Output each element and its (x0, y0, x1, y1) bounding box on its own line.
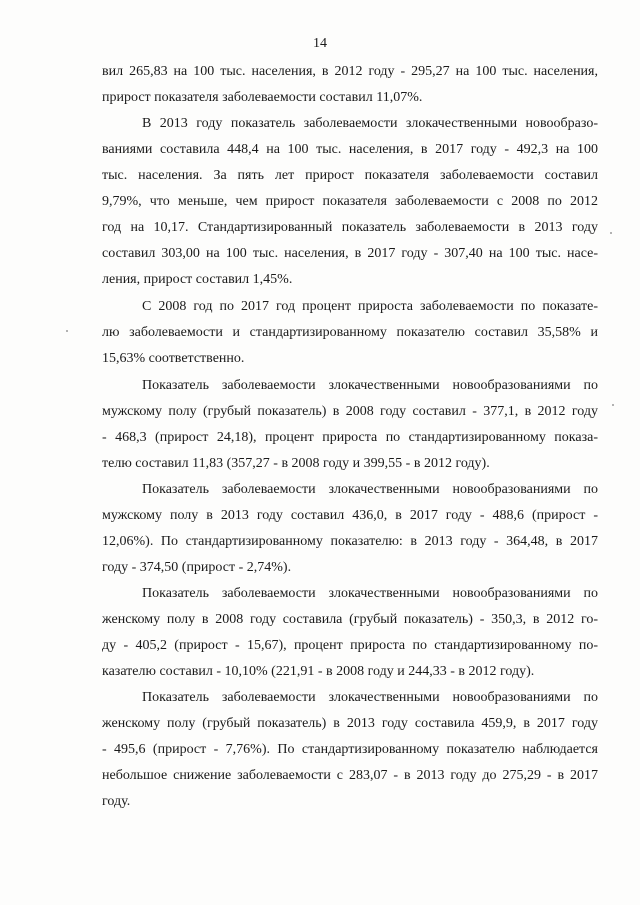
paragraph-2-line-1: В 2013 году показатель заболеваемости злокачественными новообразо- (142, 116, 598, 131)
paragraph-7-line-2: женскому полу (грубый показатель) в 2013 году составила 459,9, в 2017 году (102, 716, 598, 731)
paragraph-1-line-1: вил 265,83 на 100 тыс. населения, в 2012 году - 295,27 на 100 тыс. населения, (102, 64, 598, 79)
paragraph-7-line-4: небольшое снижение заболеваемости с 283,07 - в 2013 году до 275,29 - в 2017 (102, 768, 598, 783)
paragraph-6-line-1: Показатель заболеваемости злокачественными новообразованиями по (142, 586, 598, 601)
paragraph-7-line-3: - 495,6 (прирост - 7,76%). По стандартизированному показателю наблюдается (102, 742, 598, 757)
paragraph-3-line-3: 15,63% соответственно. (102, 351, 245, 366)
paragraph-2-line-2: ваниями составила 448,4 на 100 тыс. населения, в 2017 году - 492,3 на 100 (102, 142, 598, 157)
scan-speck (610, 232, 612, 234)
paragraph-2-line-5: год на 10,17. Стандартизированный показатель заболеваемости в 2013 году (102, 220, 598, 235)
paragraph-4-line-1: Показатель заболеваемости злокачественными новообразованиями по (142, 378, 598, 393)
paragraph-3-line-1: С 2008 год по 2017 год процент прироста заболеваемости по показате- (142, 299, 598, 314)
paragraph-3-line-2: лю заболеваемости и стандартизированному показателю составил 35,58% и (102, 325, 598, 340)
paragraph-7-line-5: году. (102, 794, 131, 809)
paragraph-4-line-4: телю составил 11,83 (357,27 - в 2008 году и 399,55 - в 2012 году). (102, 456, 490, 471)
paragraph-1-line-2: прирост показателя заболеваемости составил 11,07%. (102, 90, 423, 105)
page-number: 14 (313, 36, 327, 51)
paragraph-2-line-7: ления, прирост составил 1,45%. (102, 272, 293, 287)
paragraph-6-line-2: женскому полу в 2008 году составила (грубый показатель) - 350,3, в 2012 го- (102, 612, 598, 627)
scan-speck (612, 404, 614, 406)
paragraph-5-line-1: Показатель заболеваемости злокачественными новообразованиями по (142, 482, 598, 497)
paragraph-5-line-2: мужскому полу в 2013 году составил 436,0, в 2017 году - 488,6 (прирост - (102, 508, 598, 523)
paragraph-2-line-3: тыс. населения. За пять лет прирост показателя заболеваемости составил (102, 168, 598, 183)
paragraph-5-line-3: 12,06%). По стандартизированному показателю: в 2013 году - 364,48, в 2017 (102, 534, 598, 549)
paragraph-6-line-4: казателю составил - 10,10% (221,91 - в 2008 году и 244,33 - в 2012 году). (102, 664, 535, 679)
paragraph-2-line-4: 9,79%, что меньше, чем прирост показателя заболеваемости с 2008 по 2012 (102, 194, 598, 209)
paragraph-5-line-4: году - 374,50 (прирост - 2,74%). (102, 560, 292, 575)
paragraph-4-line-3: - 468,3 (прирост 24,18), процент прироста по стандартизированному показа- (102, 430, 598, 445)
paragraph-4-line-2: мужскому полу (грубый показатель) в 2008 году составил - 377,1, в 2012 году (102, 404, 598, 419)
paragraph-2-line-6: составил 303,00 на 100 тыс. населения, в 2017 году - 307,40 на 100 тыс. насе- (102, 246, 598, 261)
paragraph-6-line-3: ду - 405,2 (прирост - 15,67), процент прироста по стандартизированному по- (102, 638, 598, 653)
paragraph-7-line-1: Показатель заболеваемости злокачественными новообразованиями по (142, 690, 598, 705)
scan-speck (66, 330, 68, 332)
